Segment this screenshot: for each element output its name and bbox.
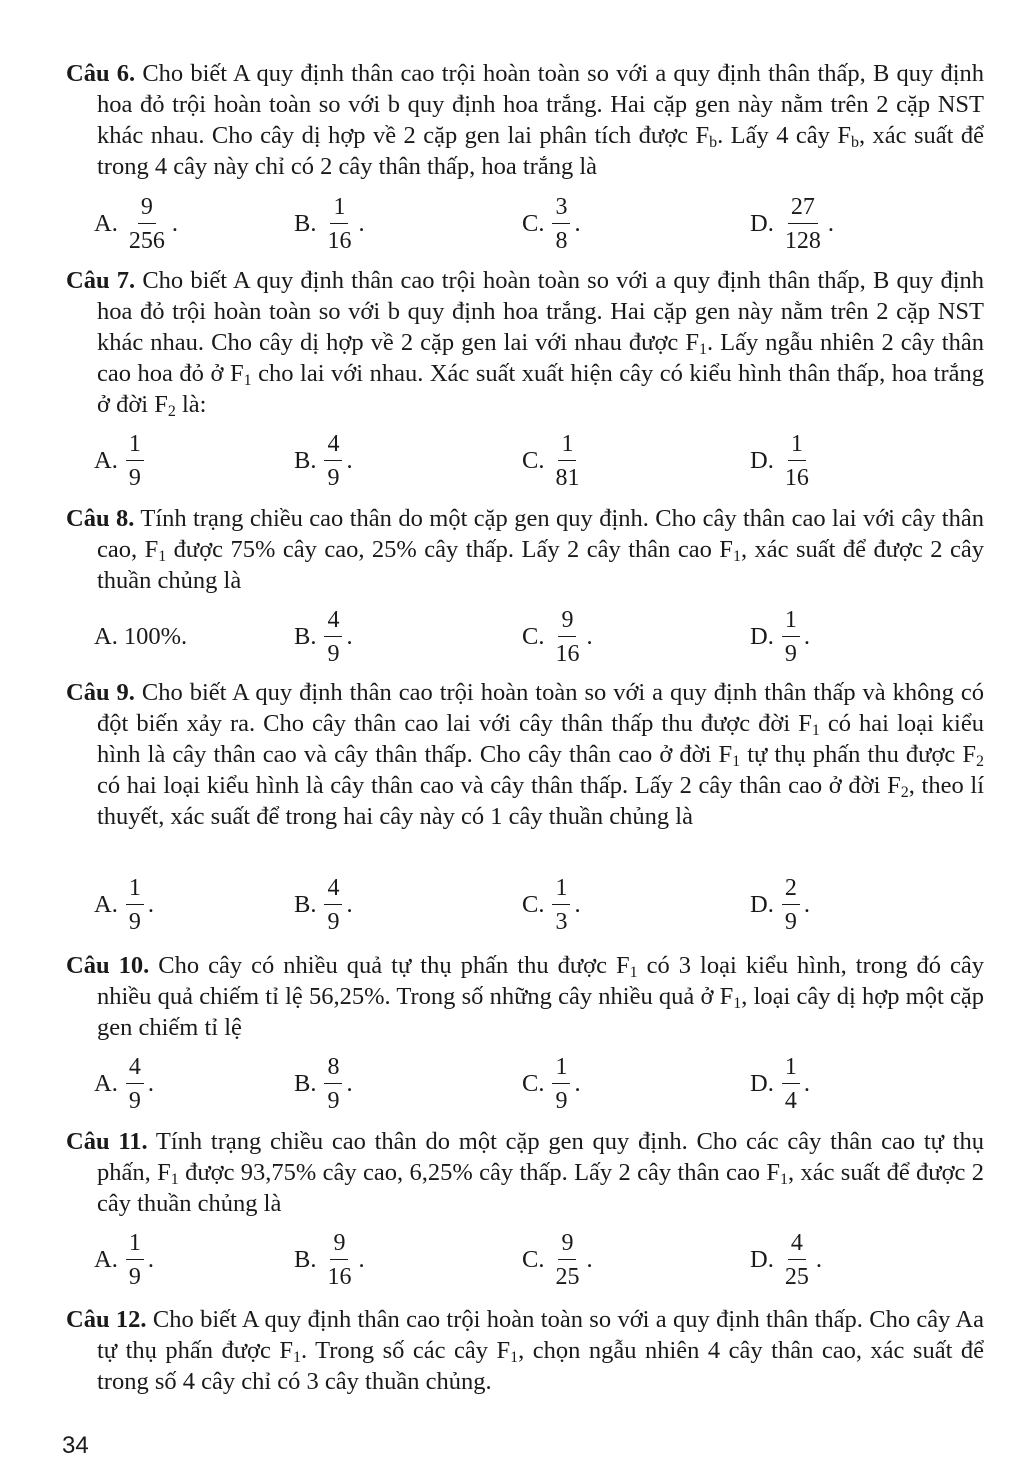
question-text: Câu 7. Cho biết A quy định thân cao trội hoàn toàn so với a quy định thân thấp, B quy định hoa đỏ trội hoàn toàn so với b quy định hoa trắng. Hai cặp gen này nằm trên 2 cặp NST khác nhau. Cho cây dị hợp về 2 cặp gen lai với nhau được $F_1$. Lấy ngẫu nhiên 2 cây thân cao hoa đỏ ở $F_1$ cho lai với nhau. Xác suất xuất hiện cây có kiểu hình thân thấp, hoa trắng ở đời $F_2$ là: (66, 267, 985, 420)
option-c: C. $\frac{1}{9}$ . (522, 1054, 581, 1114)
question-10 (66, 950, 985, 1114)
fraction: $\frac{4}{9}$ (324, 608, 342, 666)
answer-options (94, 605, 984, 669)
option-b: B. $\frac{4}{9}$ . (294, 875, 353, 935)
option-a: A. $\frac{9}{256}$ . (94, 194, 178, 254)
question-label: Câu 8. (66, 505, 135, 532)
fraction: $\frac{1}{9}$ (126, 1231, 144, 1289)
fraction: $\frac{1}{9}$ (782, 608, 800, 666)
option-b: B. $\frac{1}{16}$ . (294, 194, 365, 254)
fraction: $\frac{1}{4}$ (782, 1055, 800, 1113)
option-b: B. $\frac{8}{9}$ . (294, 1054, 353, 1114)
option-c: C. $\frac{9}{16}$ . (522, 607, 593, 667)
fraction: $\frac{4}{9}$ (324, 432, 342, 490)
question-label: Câu 11. (66, 1128, 148, 1155)
question-text: Câu 9. Cho biết A quy định thân cao trội hoàn toàn so với a quy định thân thấp và không có đột biến xảy ra. Cho cây thân cao lai với cây thân thấp thu được đời $F_1$ có hai loại kiểu hình là cây thân cao và cây thân thấp. Cho cây thân cao ở đời $F_1$ tự thụ phấn thu được $F_2$ có hai loại kiểu hình là cây thân cao và cây thân thấp. Lấy 2 cây thân cao ở đời $F_2$, theo lí thuyết, xác suất để trong hai cây này có 1 cây thuần chủng là (66, 679, 985, 830)
question-label: Câu 9. (66, 679, 135, 706)
question-label: Câu 7. (66, 267, 136, 294)
option-b: B. $\frac{4}{9}$ . (294, 431, 353, 491)
question-label: Câu 12. (66, 1306, 147, 1333)
question-11 (66, 1126, 985, 1290)
question-12 (66, 1304, 984, 1397)
option-d: D. $\frac{1}{9}$ . (750, 607, 810, 667)
question-text: Câu 6. Cho biết A quy định thân cao trội hoàn toàn so với a quy định thân thấp, B quy định hoa đỏ trội hoàn toàn so với b quy định hoa trắng. Hai cặp gen này nằm trên 2 cặp NST khác nhau. Cho cây dị hợp về 2 cặp gen lai phân tích được $F_b$. Lấy 4 cây $F_b$, xác suất để trong 4 cây này chỉ có 2 cây thân thấp, hoa trắng là (66, 60, 985, 180)
fraction: $\frac{1}{81}$ (555, 431, 580, 491)
option-a: A. $\frac{1}{9}$ . (94, 875, 154, 935)
option-d: D. $\frac{1}{4}$ . (750, 1054, 810, 1114)
answer-options (94, 192, 984, 256)
fraction: $\frac{2}{9}$ (782, 876, 800, 934)
option-a: A. $\frac{1}{9}$ . (94, 1230, 154, 1290)
fraction: $\frac{1}{9}$ (126, 432, 144, 490)
option-a: A. $\frac{1}{9}$ (94, 429, 148, 493)
fraction: $\frac{3}{8}$ (552, 195, 570, 253)
question-8 (66, 503, 985, 667)
option-c: C. $\frac{9}{25}$ . (522, 1230, 593, 1290)
fraction: $\frac{9}{16}$ (327, 1230, 352, 1290)
option-c: C. $\frac{3}{8}$ . (522, 194, 581, 254)
fraction: $\frac{1}{16}$ (327, 194, 352, 254)
question-text: Câu 12. Cho biết A quy định thân cao trội hoàn toàn so với a quy định thân thấp. Cho cây Aa tự thụ phấn được $F_1$. Trong số các cây $F_1$, chọn ngẫu nhiên 4 cây thân cao, xác suất để trong số 4 cây chỉ có 3 cây thuần chủng. (66, 1306, 984, 1395)
question-7 (66, 265, 985, 491)
answer-options (94, 873, 984, 937)
option-a: A. $\frac{4}{9}$ . (94, 1054, 154, 1114)
fraction: $\frac{9}{256}$ (128, 194, 165, 254)
question-text: Câu 10. Cho cây có nhiều quả tự thụ phấn thu được $F_1$ có 3 loại kiểu hình, trong đó cây nhiều quả chiếm tỉ lệ 56,25%. Trong số những cây nhiều quả ở $F_1$, loại cây dị hợp một cặp gen chiếm tỉ lệ (66, 952, 985, 1041)
fraction: $\frac{4}{25}$ (784, 1230, 809, 1290)
fraction: $\frac{4}{9}$ (126, 1055, 144, 1113)
fraction: $\frac{1}{16}$ (784, 431, 809, 491)
fraction: $\frac{4}{9}$ (324, 876, 342, 934)
question-text: Câu 11. Tính trạng chiều cao thân do một cặp gen quy định. Cho các cây thân cao tự thụ phấn, $F_1$ được 93,75% cây cao, 6,25% cây thấp. Lấy 2 cây thân cao $F_1$, xác suất để được 2 cây thuần chủng là (66, 1128, 985, 1217)
page-number: 34 (62, 1432, 89, 1459)
option-a: A. 100%. (94, 623, 188, 650)
question-label: Câu 6. (66, 60, 136, 87)
option-c: C. $\frac{1}{81}$ (522, 429, 586, 493)
option-d: D. $\frac{1}{16}$ (750, 429, 816, 493)
question-text: Câu 8. Tính trạng chiều cao thân do một cặp gen quy định. Cho cây thân cao lai với cây thân cao, $F_1$ được 75% cây cao, 25% cây thấp. Lấy 2 cây thân cao $F_1$, xác suất để được 2 cây thuần chủng là (66, 505, 985, 594)
answer-options (94, 1228, 984, 1292)
fraction: $\frac{9}{25}$ (555, 1230, 580, 1290)
fraction: $\frac{1}{9}$ (126, 876, 144, 934)
option-b: B. $\frac{9}{16}$ . (294, 1230, 365, 1290)
question-9 (66, 677, 985, 935)
option-c: C. $\frac{1}{3}$ . (522, 875, 581, 935)
fraction: $\frac{9}{16}$ (555, 607, 580, 667)
option-b: B. $\frac{4}{9}$ . (294, 607, 353, 667)
fraction: $\frac{1}{3}$ (552, 876, 570, 934)
fraction: $\frac{8}{9}$ (324, 1055, 342, 1113)
question-6 (66, 58, 985, 254)
fraction: $\frac{1}{9}$ (552, 1055, 570, 1113)
fraction: $\frac{27}{128}$ (784, 194, 821, 254)
option-d: D. $\frac{27}{128}$ . (750, 194, 834, 254)
option-d: D. $\frac{4}{25}$ . (750, 1230, 822, 1290)
answer-options (94, 429, 984, 493)
answer-options (94, 1052, 984, 1116)
question-label: Câu 10. (66, 952, 150, 979)
option-d: D. $\frac{2}{9}$ . (750, 875, 810, 935)
